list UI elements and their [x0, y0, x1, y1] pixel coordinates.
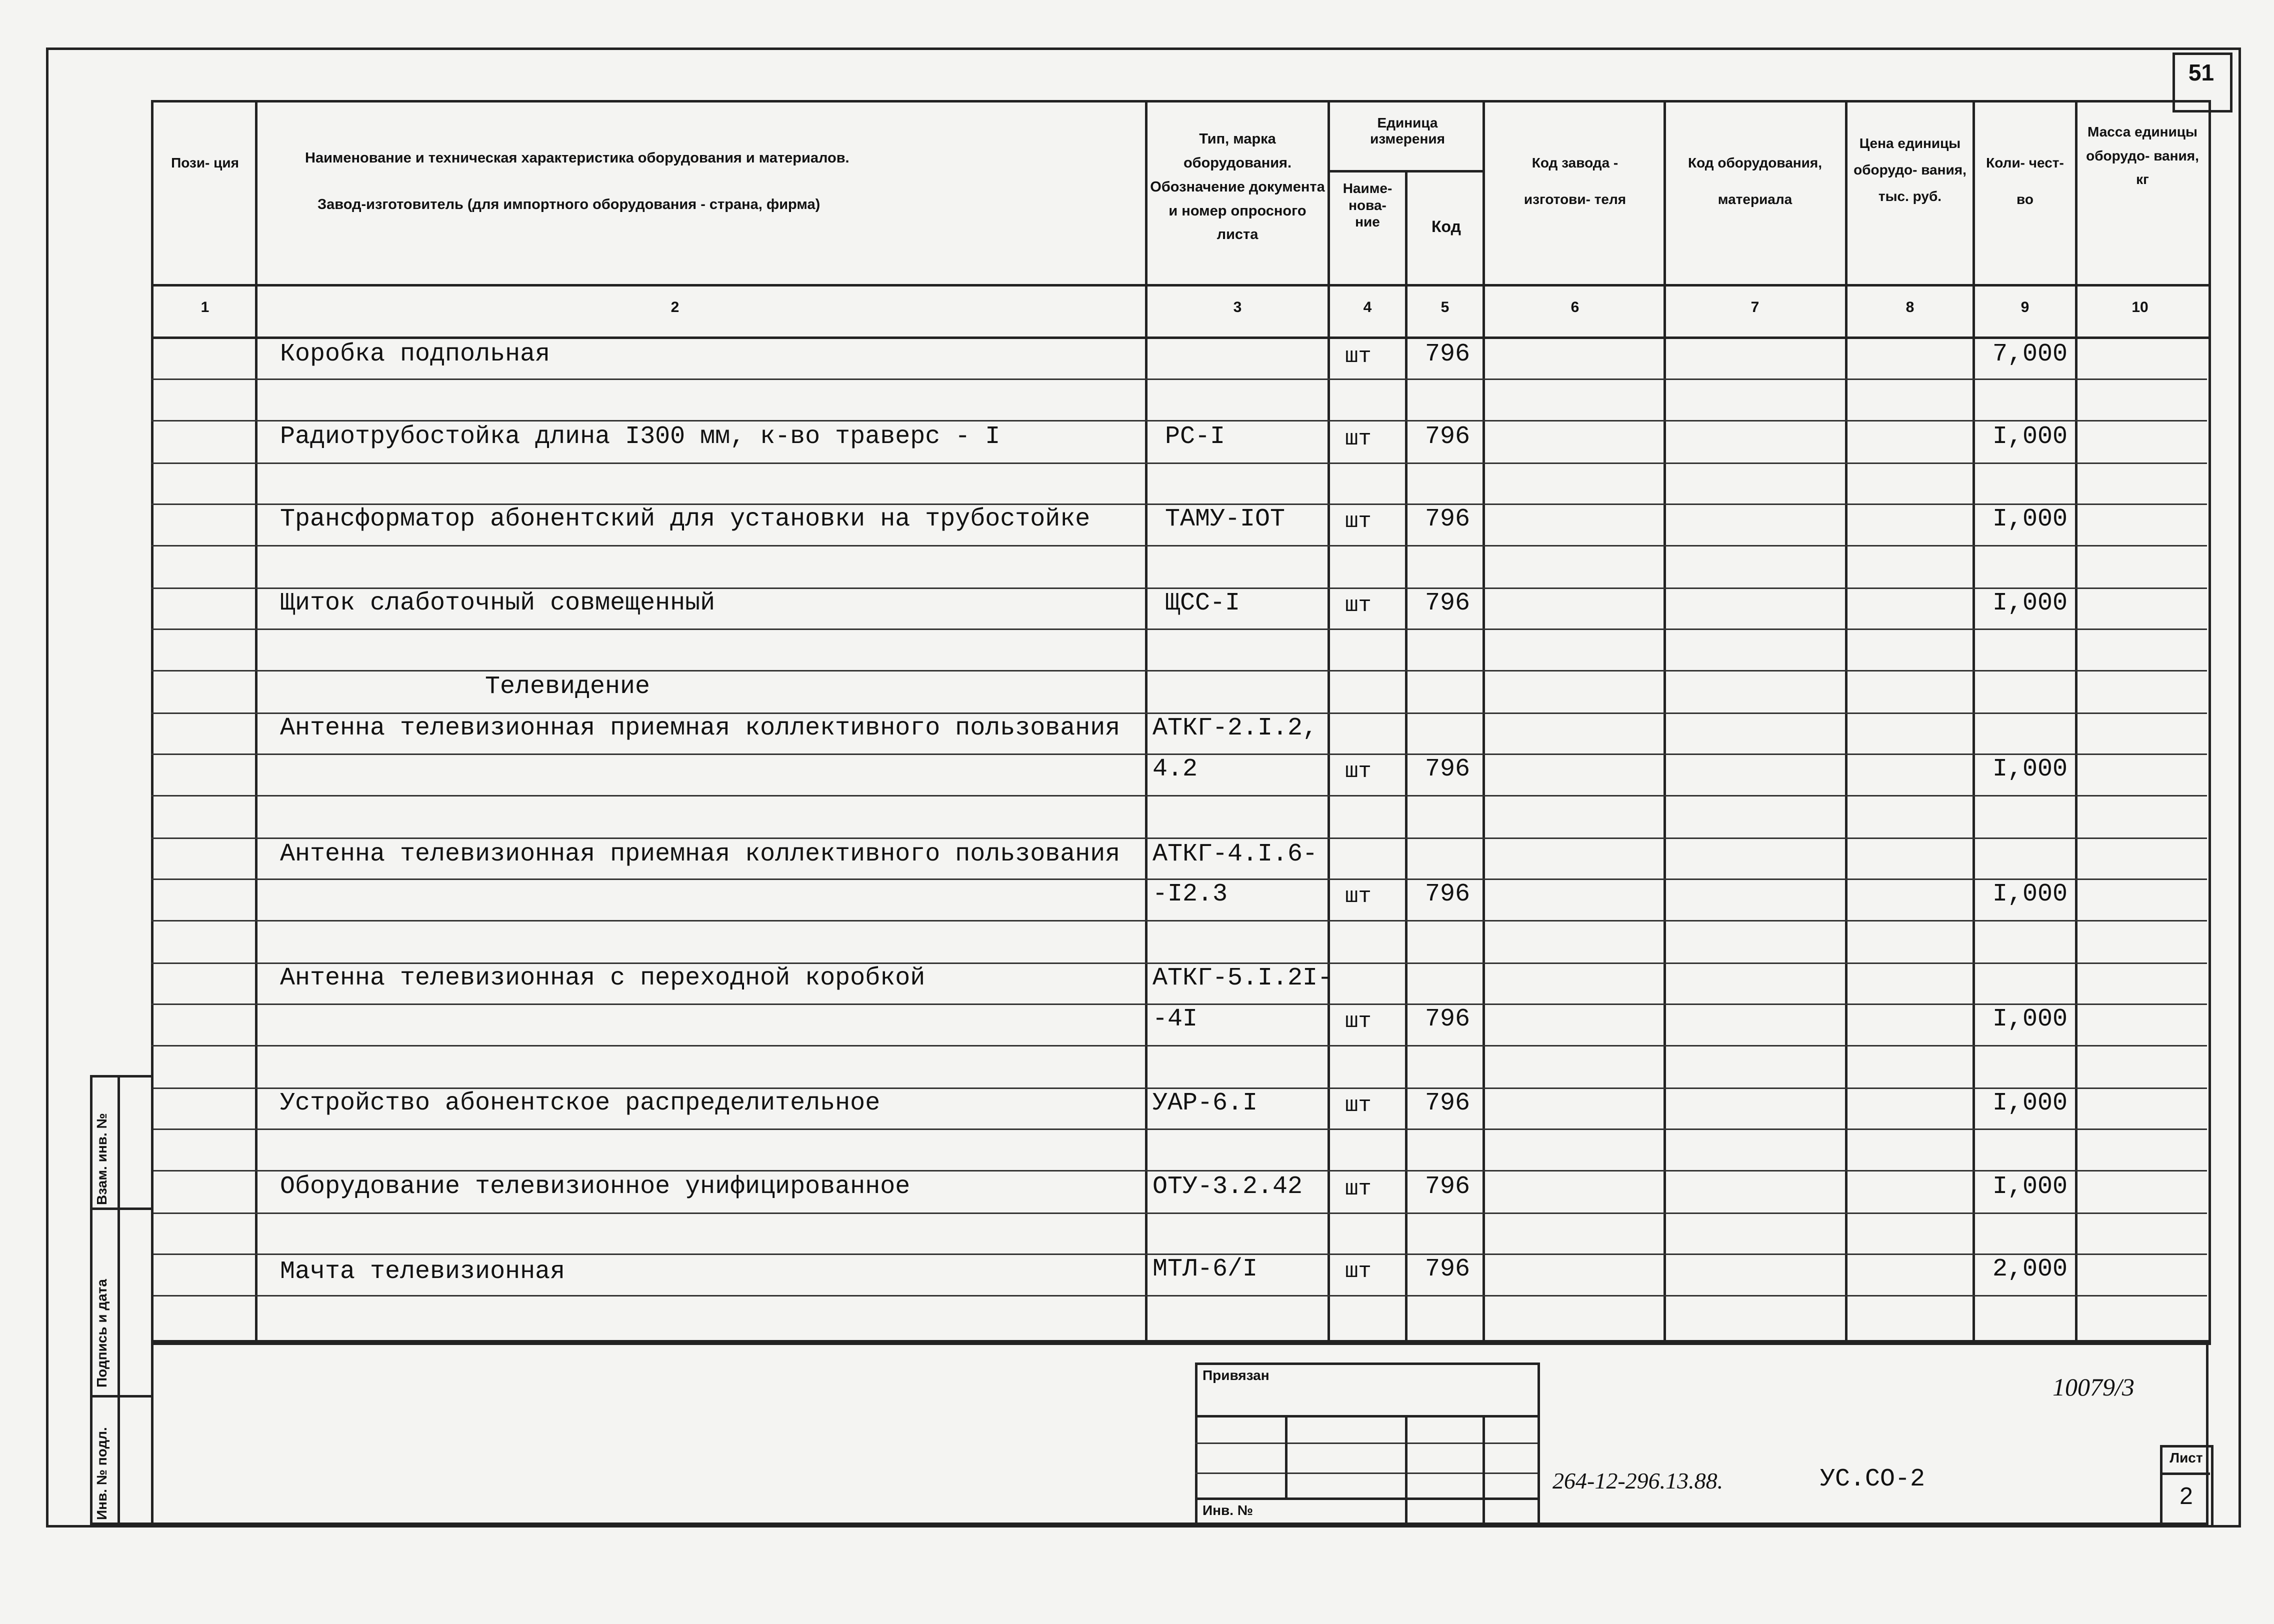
row-code: 796	[1425, 505, 1470, 534]
row-type: ЩСС-I	[1165, 589, 1240, 618]
col-line-8	[1972, 100, 1975, 1345]
row-type: АТКГ-5.I.2I-	[1152, 964, 1333, 992]
table-body-bottom	[151, 1340, 2208, 1342]
colnum-bottom-line	[151, 336, 2208, 339]
row-code: 796	[1425, 755, 1470, 784]
header-col4: Наиме- нова- ние	[1342, 180, 1392, 230]
row-qty: I,000	[1992, 505, 2068, 534]
col-line-9	[2075, 100, 2078, 1345]
row-unit: шт	[1345, 426, 1372, 452]
row-qty: 7,000	[1992, 340, 2068, 368]
col-line-7	[1845, 100, 1848, 1345]
row-qty: I,000	[1992, 1172, 2068, 1201]
colnum-5: 5	[1440, 299, 1450, 316]
row-unit: шт	[1345, 759, 1372, 784]
section-heading: Телевидение	[485, 672, 650, 701]
row-line	[151, 1170, 2207, 1172]
colnum-8: 8	[1906, 299, 1914, 316]
row-qty: I,000	[1992, 422, 2068, 451]
row-line	[151, 1128, 2207, 1130]
col-line-3	[1328, 100, 1330, 1345]
row-type: АТКГ-4.I.6-	[1152, 840, 1318, 868]
row-name: Оборудование телевизионное унифицированное	[280, 1172, 910, 1201]
sidebar-podpis: Подпись и дата	[94, 1279, 110, 1388]
row-type: -4I	[1152, 1005, 1198, 1034]
header-col5: Код	[1432, 218, 1461, 236]
row-unit: шт	[1345, 509, 1372, 534]
row-line	[151, 795, 2207, 796]
colnum-3: 3	[1233, 299, 1242, 316]
row-line	[151, 378, 2207, 380]
row-type: ОТУ-3.2.42	[1152, 1172, 1303, 1201]
row-type: РС-I	[1165, 422, 1226, 451]
row-code: 796	[1425, 1005, 1470, 1034]
row-name: Антенна телевизионная приемная коллективного пользования	[280, 840, 1120, 868]
row-line	[151, 920, 2207, 922]
colnum-9: 9	[2020, 299, 2030, 316]
row-line	[151, 628, 2207, 630]
row-code: 796	[1425, 340, 1470, 368]
col-line-1	[255, 100, 258, 1345]
stamp-line	[1195, 1498, 1538, 1500]
stamp-line	[1195, 1442, 1538, 1444]
row-unit: шт	[1345, 884, 1372, 909]
row-unit: шт	[1345, 1259, 1372, 1284]
row-unit: шт	[1345, 1176, 1372, 1202]
header-col9: Коли- чест- во	[1986, 155, 2064, 207]
row-code: 796	[1425, 1255, 1470, 1284]
header-col10: Масса единицы оборудо- вания, кг	[2086, 124, 2199, 188]
doc-code-hand: 264-12-296.13.88.	[1552, 1468, 1724, 1494]
row-name: Щиток слаботочный совмещенный	[280, 589, 716, 618]
col-line-2	[1145, 100, 1148, 1345]
row-name: Устройство абонентское распределительное	[280, 1089, 880, 1118]
row-line	[151, 838, 2207, 839]
colnum-6: 6	[1570, 299, 1580, 316]
row-line	[151, 545, 2207, 546]
row-unit: шт	[1345, 1093, 1372, 1118]
row-line	[151, 420, 2207, 422]
colnum-10: 10	[2132, 299, 2148, 316]
header-col1: Пози- ция	[171, 155, 239, 170]
row-unit: шт	[1345, 344, 1372, 369]
colnum-4: 4	[1363, 299, 1372, 316]
row-line	[151, 670, 2207, 672]
col-line-5	[1482, 100, 1485, 1345]
sidebar-row-line	[90, 1208, 151, 1210]
row-qty: I,000	[1992, 880, 2068, 908]
row-qty: 2,000	[1992, 1255, 2068, 1284]
row-name: Антенна телевизионная приемная коллективного пользования	[280, 714, 1120, 742]
row-type: 4.2	[1152, 755, 1198, 784]
row-code: 796	[1425, 589, 1470, 618]
header-col8: Цена единицы оборудо- вания, тыс. руб.	[1854, 136, 1966, 204]
stamp-vline	[1482, 1415, 1485, 1522]
row-line	[151, 1295, 2207, 1296]
row-qty: I,000	[1992, 755, 2068, 784]
row-type: АТКГ-2.I.2,	[1152, 714, 1318, 742]
stamp-vline	[1285, 1415, 1288, 1498]
sidebar-inv-podl: Инв. № подл.	[94, 1427, 110, 1520]
colnum-1: 1	[200, 299, 210, 316]
header-col6: Код завода - изготови- теля	[1524, 155, 1626, 207]
row-name: Трансформатор абонентский для установки на трубостойке	[280, 505, 1090, 534]
header-col2-line1: Наименование и техническая характеристика оборудования и материалов.	[305, 150, 850, 166]
stamp-line	[1195, 1415, 1538, 1418]
sidebar-divider	[118, 1075, 120, 1522]
row-code: 796	[1425, 1089, 1470, 1118]
stamp-line	[1195, 1472, 1538, 1474]
sheet-label: Лист	[2170, 1450, 2203, 1466]
header-bottom-line	[151, 284, 2208, 286]
row-name: Мачта телевизионная	[280, 1258, 566, 1286]
row-line	[151, 1045, 2207, 1046]
row-type: ТАМУ-IОТ	[1165, 505, 1286, 534]
bottom-line	[90, 1522, 2208, 1525]
row-name: Антенна телевизионная с переходной коробкой	[280, 964, 926, 992]
row-type: МТЛ-6/I	[1152, 1255, 1258, 1284]
row-name: Коробка подпольная	[280, 340, 550, 368]
unit-group-line	[1328, 170, 1485, 172]
row-type: -I2.3	[1152, 880, 1228, 908]
row-line	[151, 462, 2207, 464]
header-col7: Код оборудования, материала	[1688, 155, 1822, 207]
row-qty: I,000	[1992, 1005, 2068, 1034]
col-line-4	[1405, 170, 1408, 1345]
row-line	[151, 1212, 2207, 1214]
page-number: 51	[2188, 60, 2214, 86]
stamp-vline	[1405, 1415, 1408, 1522]
colnum-7: 7	[1750, 299, 1760, 316]
row-name: Радиотрубостойка длина I300 мм, к-во траверс - I	[280, 422, 1000, 451]
header-col2-line2: Завод-изготовитель (для импортного оборудования - страна, фирма)	[318, 196, 820, 212]
row-qty: I,000	[1992, 589, 2068, 618]
stamp-inv-label: Инв. №	[1202, 1502, 1254, 1518]
row-type: УАР-6.I	[1152, 1089, 1258, 1118]
sidebar-vzam: Взам. инв. №	[94, 1113, 110, 1205]
row-code: 796	[1425, 422, 1470, 451]
hand-number: 10079/3	[2052, 1373, 2134, 1401]
stamp-privyazan-label: Привязан	[1202, 1368, 1270, 1383]
sheet-box-line	[2160, 1472, 2210, 1475]
row-unit: шт	[1345, 593, 1372, 618]
row-code: 796	[1425, 1172, 1470, 1201]
header-col3: Тип, марка оборудования. Обозначение документа и номер опросного листа	[1150, 131, 1325, 243]
row-qty: I,000	[1992, 1089, 2068, 1118]
col-line-6	[1664, 100, 1666, 1345]
header-unit-group: Единица измерения	[1370, 115, 1445, 147]
row-code: 796	[1425, 880, 1470, 908]
doc-code: УС.СО-2	[1820, 1465, 1926, 1494]
row-unit: шт	[1345, 1009, 1372, 1034]
sidebar-row-line	[90, 1395, 151, 1398]
sheet-number: 2	[2180, 1483, 2193, 1510]
colnum-2: 2	[670, 299, 680, 316]
